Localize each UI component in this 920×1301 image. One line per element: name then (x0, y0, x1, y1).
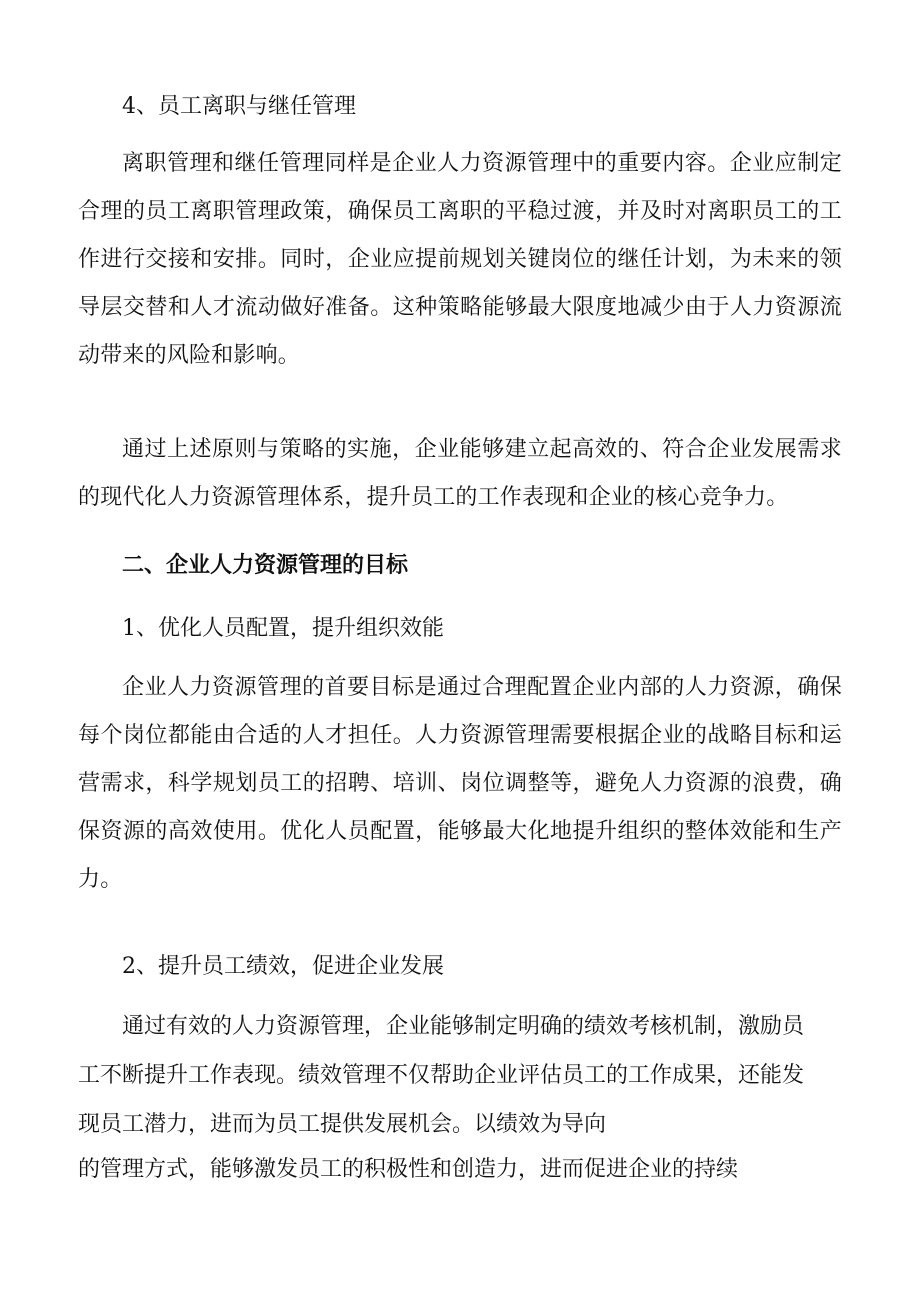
paragraph-performance-line-4: 的管理方式，能够激发员工的积极性和创造力，进而促进企业的持续 (78, 1157, 739, 1182)
section-heading-2: 二、企业人力资源管理的目标 (122, 552, 409, 578)
paragraph-summary: 通过上述原则与策略的实施，企业能够建立起高效的、符合企业发展需求的现代化人力资源管理体系，提升员工的工作表现和企业的核心竞争力。 (78, 437, 842, 510)
paragraph-resignation-succession: 离职管理和继任管理同样是企业人力资源管理中的重要内容。企业应制定合理的员工离职管理政策，确保员工离职的平稳过渡，并及时对离职员工的工作进行交接和安排。同时，企业应提前规划关键岗位的继任计划，为未来的领导层交替和人才流动做好准备。这种策略能够最大限度地减少由于人力资源流动带来的风险和影响。 (78, 151, 842, 368)
paragraph-performance-line-1: 通过有效的人力资源管理，企业能够制定明确的绩效考核机制，激励员 (122, 1014, 805, 1039)
paragraph-staff-allocation: 企业人力资源管理的首要目标是通过合理配置企业内部的人力资源，确保每个岗位都能由合适的人才担任。人力资源管理需要根据企业的战略目标和运营需求，科学规划员工的招聘、培训、岗位调整等，避免人力资源的浪费，确保资源的高效使用。优化人员配置，能够最大化地提升组织的整体效能和生产力。 (78, 675, 842, 892)
subheading-2: 2、提升员工绩效，促进企业发展 (122, 954, 444, 979)
subheading-1: 1、优化人员配置，提升组织效能 (122, 616, 444, 641)
paragraph-performance-line-2: 工不断提升工作表现。绩效管理不仅帮助企业评估员工的工作成果，还能发 (78, 1063, 805, 1088)
subheading-4: 4、员工离职与继任管理 (122, 94, 356, 119)
paragraph-performance-line-3: 现员工潜力，进而为员工提供发展机会。以绩效为导向 (78, 1112, 607, 1137)
